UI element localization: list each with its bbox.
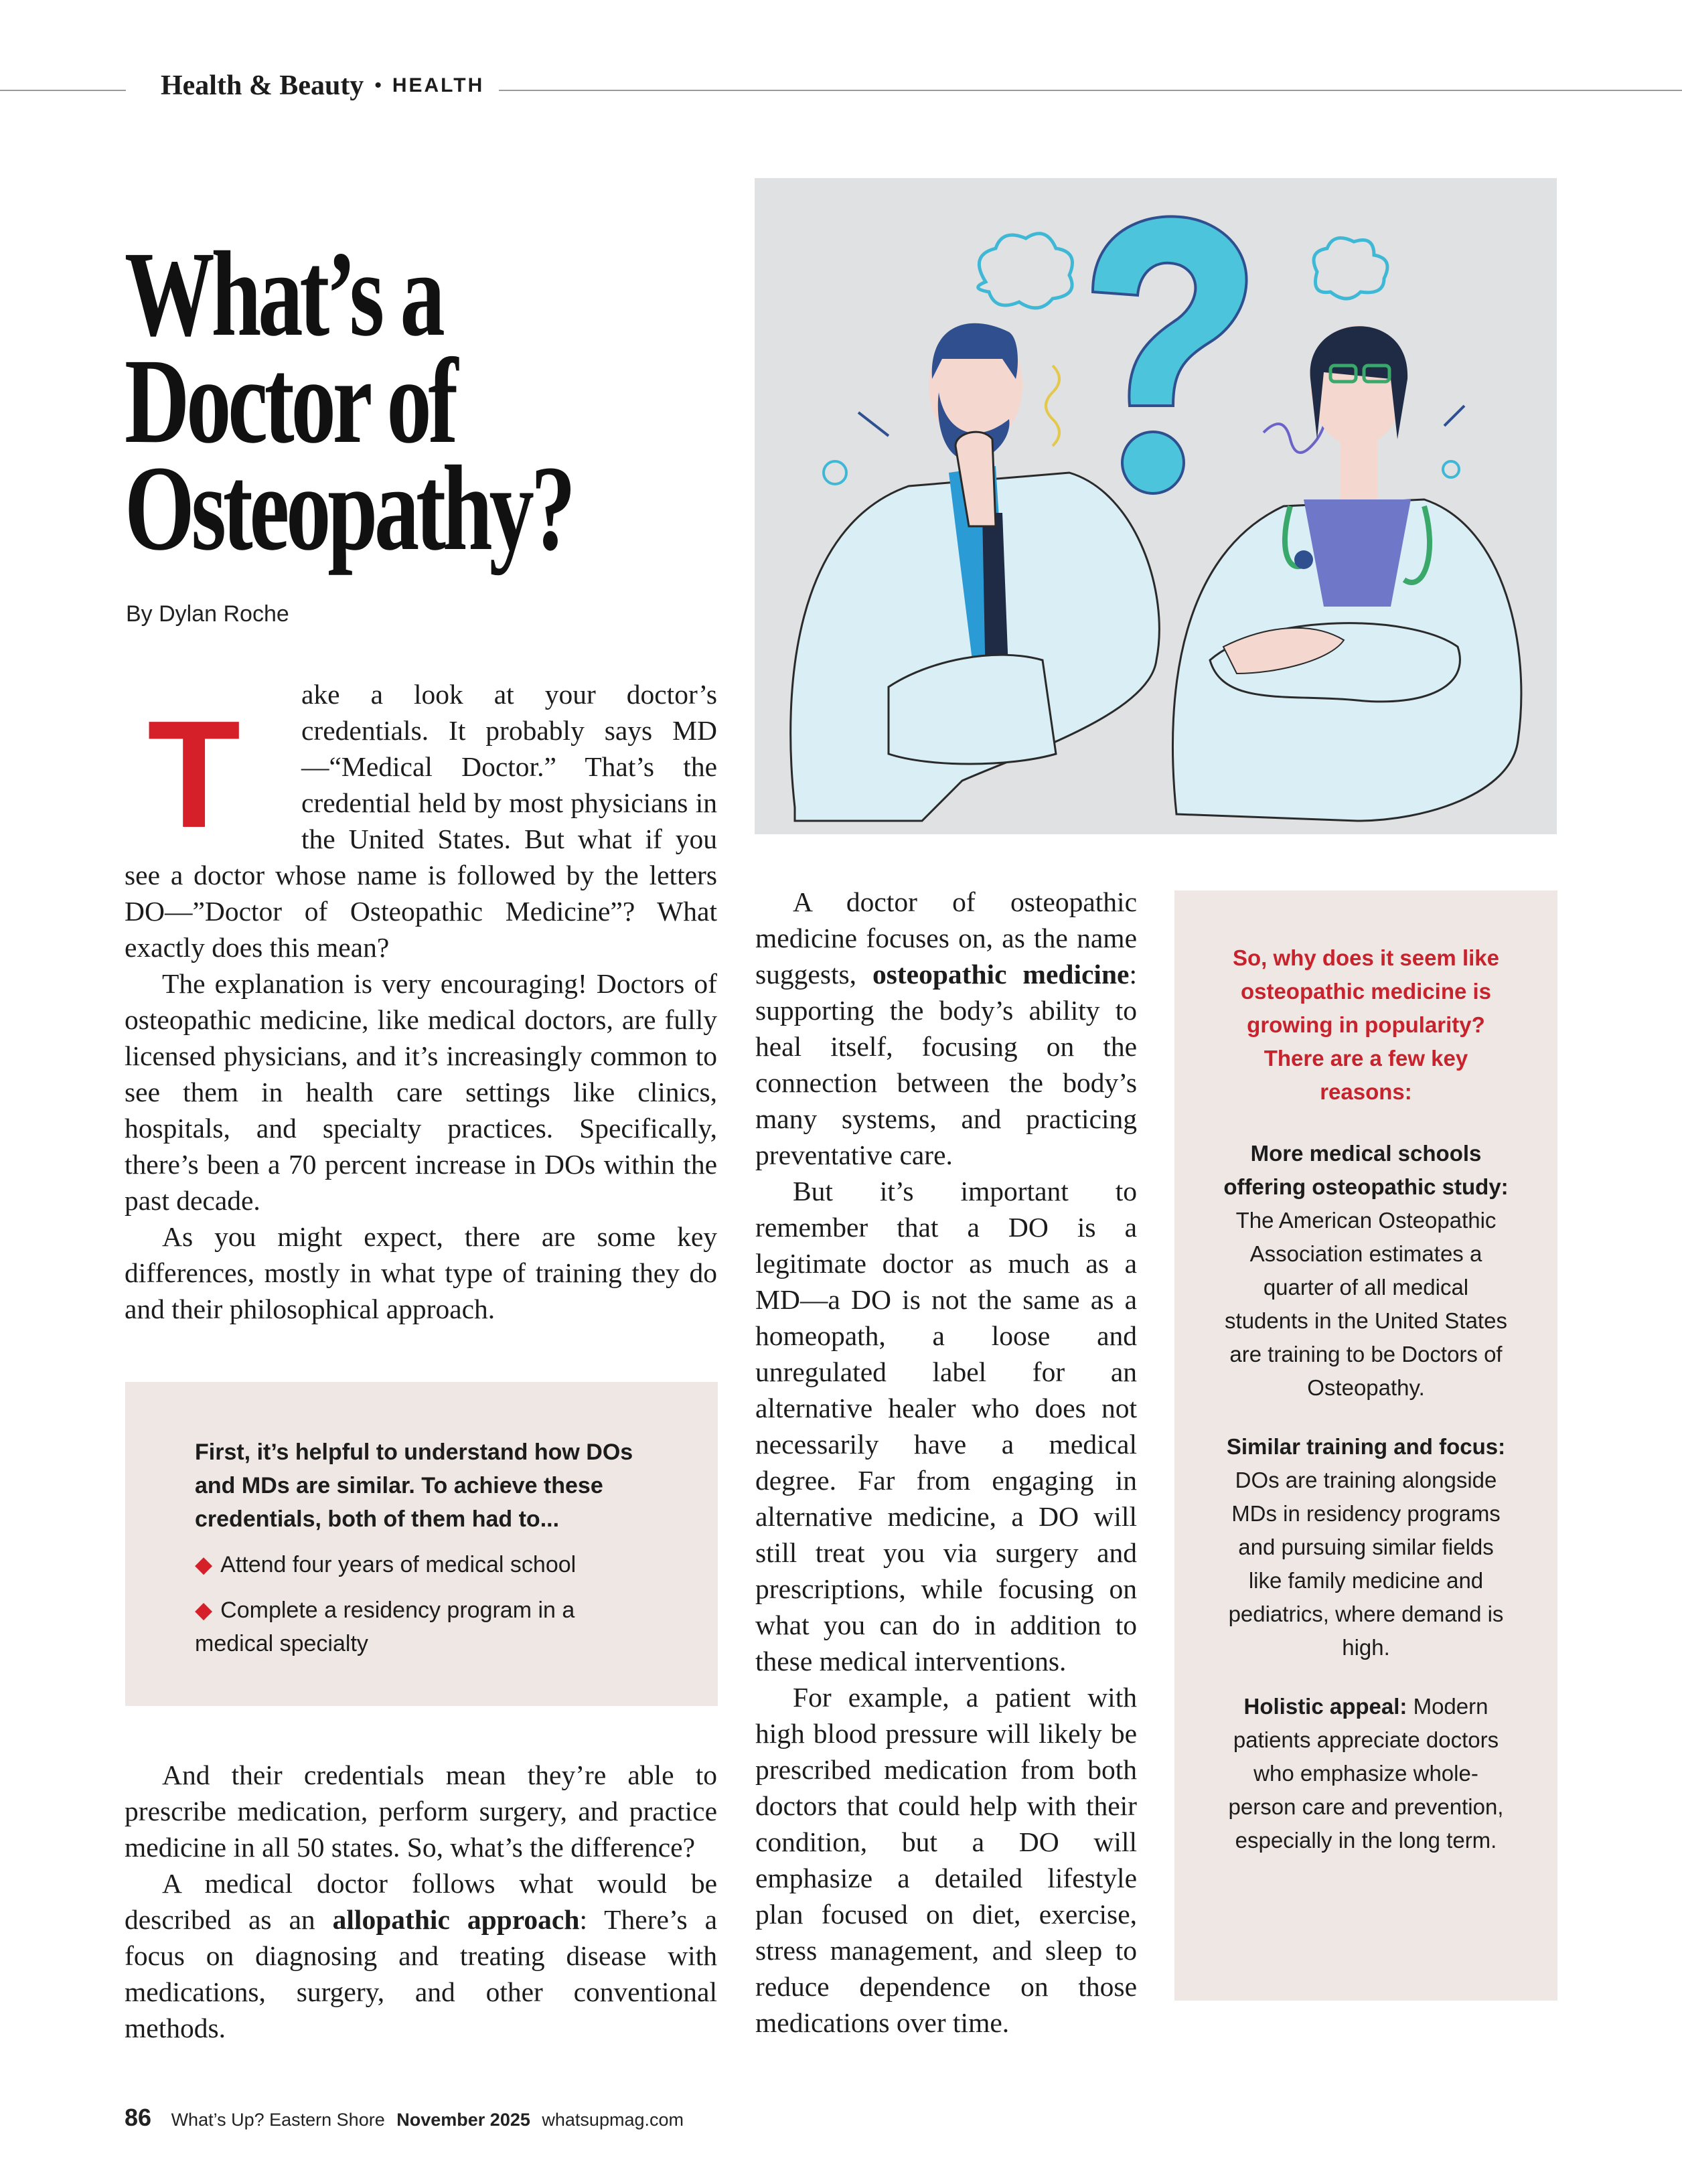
paragraph-osteopathic: A doctor of osteopathic medicine focuses on, as the name suggests, osteopathic medicine: supporting the body’s ability to heal itself, focusing on the connection between the body’s many systems, and practicing preventative care. — [755, 886, 1137, 1170]
diamond-bullet-icon: ◆ — [195, 1597, 213, 1623]
header-rule-right — [499, 90, 1682, 91]
paragraph-legitimate: But it’s important to remember that a DO is a legitimate doctor as much as a MD—a DO is not the same as a homeopath, a loose and unregulated label for an alternative healer who does not necessarily have a medical degree. Far from engaging in alternative medicine, a DO will still treat you via surgery and prescriptions, while focusing on what you can do in addition to these medical interventions. — [755, 1176, 1137, 1676]
paragraph-differences: As you might expect, there are some key differences, mostly in what type of training they do and their philosophical approach. — [125, 1221, 717, 1324]
header-rule-left — [0, 90, 126, 91]
website-link[interactable]: whatsupmag.com — [542, 2110, 684, 2130]
middle-column — [755, 884, 1137, 2041]
reason-item: Similar training and focus: DOs are training alongside MDs in residency programs and pursuing similar fields like family medicine and pediatrics, where demand is high. — [1226, 1434, 1506, 1660]
subsection-name: HEALTH — [392, 74, 485, 96]
section-name: Health & Beauty — [161, 70, 364, 101]
reason-item: More medical schools offering osteopathic study: The American Osteopathic Association estimates a quarter of all medical students in the United States are training to be Doctors of Osteopathy. — [1223, 1141, 1509, 1400]
byline: By Dylan Roche — [126, 601, 289, 627]
reasons-sidebar — [1174, 890, 1557, 2001]
hero-illustration — [755, 178, 1557, 834]
section-label — [161, 70, 484, 102]
bullet-text: Attend four years of medical school — [220, 1552, 577, 1577]
drop-cap: T — [147, 690, 241, 860]
page-footer — [125, 2104, 684, 2132]
title-line-1: What’s a — [125, 227, 442, 362]
section-separator: • — [374, 74, 382, 96]
left-column-bottom — [125, 1757, 717, 2046]
page-title — [125, 227, 572, 576]
bullet-item — [195, 1548, 650, 1581]
sidebar-title: So, why does it seem like osteopathic medicine is growing in popularity? There are a few key reasons: — [1233, 945, 1499, 1104]
allopathic-term: allopathic approach — [332, 1904, 580, 1935]
publication-name: What’s Up? Eastern Shore — [171, 2110, 385, 2130]
title-line-2: Doctor of — [125, 334, 455, 469]
similarities-intro: First, it’s helpful to understand how DOs and MDs are similar. To achieve these credentials, both of them had to... — [195, 1439, 633, 1532]
similarities-box — [125, 1382, 718, 1706]
title-line-3: Osteopathy? — [125, 441, 572, 576]
paragraph-credentials: And their credentials mean they’re able to prescribe medication, perform surgery, and practice medicine in all 50 states. So, what’s the difference? — [125, 1760, 717, 1863]
paragraph-intro: ake a look at your doctor’s credentials. It probably says MD—“Medical Doctor.” That’s the credential held by most physicians in the United States. But what if you see a doctor whose name is followed by the letters DO—”Doctor of Osteopathic Medicine”? What exactly does this mean? — [125, 679, 717, 963]
bullet-text: Complete a residency program in a medical specialty — [195, 1597, 575, 1656]
osteopathic-term: osteopathic medicine — [872, 959, 1130, 990]
left-column-top — [125, 676, 717, 1327]
paragraph-allopathic: A medical doctor follows what would be described as an allopathic approach: There’s a focus on diagnosing and treating disease with medications, surgery, and other conventional methods. — [125, 1868, 718, 2043]
issue-date: November 2025 — [396, 2110, 530, 2130]
paragraph-encouraging: The explanation is very encouraging! Doctors of osteopathic medicine, like medical doctors, are fully licensed physicians, and it’s increasingly common to see them in health care settings like clinics, hospitals, and specialty practices. Specifically, there’s been a 70 percent increase in DOs within the past decade. — [125, 968, 717, 1216]
paragraph-example: For example, a patient with high blood pressure will likely be prescribed medication from both doctors that could help with their condition, but a DO will emphasize a detailed lifestyle plan focused on diet, exercise, stress management, and sleep to reduce dependence on those medications over time. — [755, 1682, 1137, 2038]
bullet-item — [195, 1593, 650, 1660]
diamond-bullet-icon: ◆ — [195, 1552, 213, 1577]
page-number: 86 — [125, 2104, 152, 2131]
reason-item: Holistic appeal: Modern patients appreciate doctors who emphasize whole-person care and prevention, especially in the long term. — [1228, 1694, 1504, 1853]
